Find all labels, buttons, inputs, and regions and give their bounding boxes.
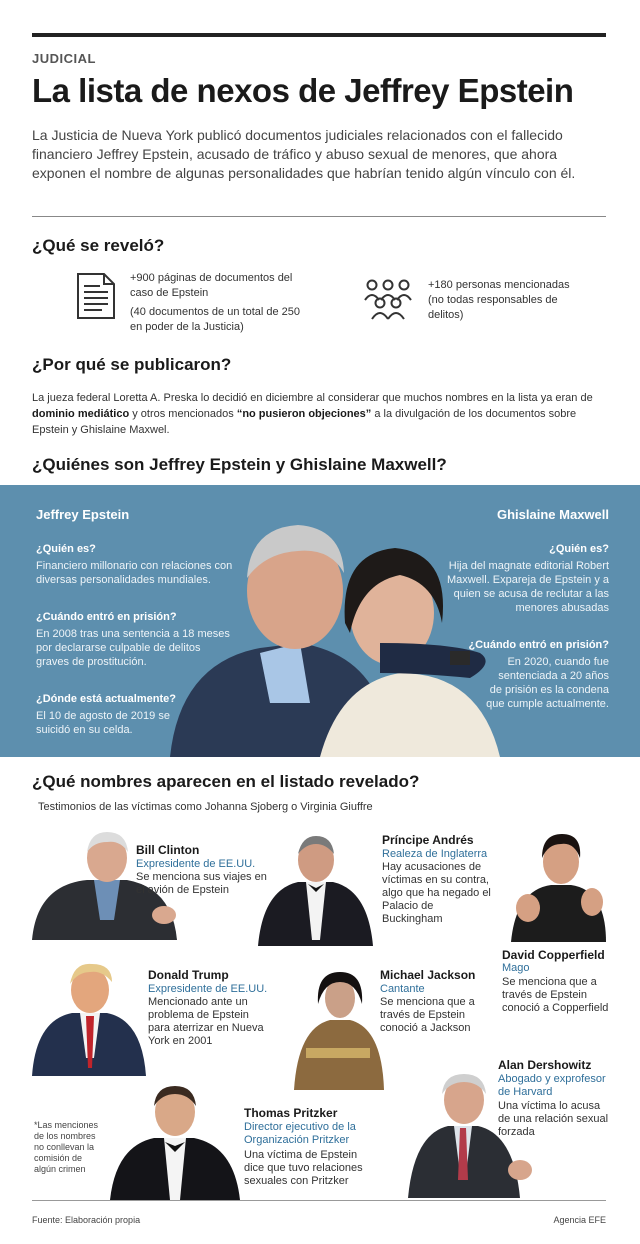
person-name-clinton: Bill Clinton [136,843,200,857]
copperfield-portrait [506,830,611,942]
why-heading: ¿Por qué se publicaron? [32,355,232,374]
person-name-pritzker: Thomas Pritzker [244,1106,338,1120]
person-name-copperfield: David Copperfield [502,948,605,962]
person-role-copperfield: Mago [502,962,530,974]
names-subtitle: Testimonios de las víctimas como Johanna Sjoberg o Virginia Giuffre [38,801,373,813]
who-heading: ¿Quiénes son Jeffrey Epstein y Ghislaine Maxwell? [32,455,447,474]
biography-band [0,485,640,757]
why-bold-b: “no pusieron objeciones” [236,408,372,420]
person-desc-clinton: Se menciona sus viajes en el avión de Epstein [136,871,267,896]
maxwell-name: Ghislaine Maxwell [497,507,609,522]
page-title: La lista de nexos de Jeffrey Epstein [32,72,574,109]
source-credit: Fuente: Elaboración propia [32,1215,141,1225]
maxwell-a1: Hija del magnate editorial Robert Maxwell. Expareja de Epstein y a quien se acusa de reclutar a las menores abusadas [446,560,609,614]
trump-portrait [32,958,146,1076]
person-role-clinton: Expresidente de EE.UU. [136,858,256,870]
person-name-dershowitz: Alan Dershowitz [498,1058,592,1072]
prince-andrew-portrait [258,830,373,946]
maxwell-q1: ¿Quién es? [549,543,609,555]
section-tag: JUDICIAL [32,51,96,66]
person-desc-dershowitz: Una víctima lo acusa de una relación sexual forzada [498,1100,609,1138]
person-desc-jackson: Se menciona que a través de Epstein conoció a Jackson [380,996,475,1034]
documents-count: +900 páginas de documentos del caso de Epstein [130,272,293,299]
person-desc-andrew: Hay acusaciones de víctimas en su contra, algo que ha negado el Palacio de Buckingham [382,861,491,925]
michael-jackson-portrait [286,968,390,1090]
divider [32,216,606,217]
bottom-divider [32,1200,606,1201]
epstein-q1: ¿Quién es? [36,543,96,555]
people-group-icon [362,278,414,322]
agency-credit: Agencia EFE [553,1215,606,1225]
epstein-q2: ¿Cuándo entró en prisión? [36,611,177,623]
epstein-a3: El 10 de agosto de 2019 se suicidó en su celda. [36,710,170,736]
maxwell-q2: ¿Cuándo entró en prisión? [468,639,609,651]
disclaimer-note: *Las menciones de los nombres no conllevan la comisión de algún crimen [34,1120,99,1174]
person-role-trump: Expresidente de EE.UU. [148,983,268,995]
document-icon [76,272,116,320]
person-name-andrew: Príncipe Andrés [382,833,474,847]
lead-paragraph: La Justicia de Nueva York publicó documentos judiciales relacionados con el fallecido financiero Jeffrey Epstein, acusado de tráfico y abuso sexual de menores, que ahora exponen el nombre de algunas personalidades que habrían tenido algún vínculo con él. [32,127,576,181]
why-text-b: y otros mencionados [129,408,237,420]
person-name-jackson: Michael Jackson [380,968,476,982]
person-role-andrew: Realeza de Inglaterra [382,848,488,860]
why-text-a: La jueza federal Loretta A. Preska lo decidió en diciembre al considerar que muchos nombres en la lista ya eran de [32,392,593,404]
maxwell-a2: En 2020, cuando fue sentenciada a 20 años de prisión es la condena que cumple actualmente. [486,656,609,710]
people-count: +180 personas mencionadas (no todas responsables de delitos) [428,279,570,321]
top-rule [32,33,606,37]
epstein-name: Jeffrey Epstein [36,507,130,522]
pritzker-portrait [110,1082,240,1200]
documents-detail: (40 documentos de un total de 250 en poder de la Justicia) [130,306,301,333]
person-desc-pritzker: Una víctima de Epstein dice que tuvo relaciones sexuales con Pritzker [244,1149,363,1187]
why-paragraph [32,390,612,438]
epstein-a1: Financiero millonario con relaciones con diversas personalidades mundiales. [36,560,233,586]
why-bold-a: dominio mediático [32,408,130,420]
person-name-trump: Donald Trump [148,968,229,982]
person-desc-copperfield: Se menciona que a través de Epstein conoció a Copperfield [502,976,609,1014]
revealed-heading: ¿Qué se reveló? [32,236,165,255]
epstein-a2: En 2008 tras una sentencia a 18 meses por declararse culpable de delitos graves de prostitución. [36,628,230,668]
names-heading: ¿Qué nombres aparecen en el listado revelado? [32,772,420,791]
epstein-q3: ¿Dónde está actualmente? [36,693,176,705]
person-role-pritzker: Director ejecutivo de la Organización Pritzker [244,1121,356,1146]
person-desc-trump: Mencionado ante un problema de Epstein para aterrizar en Nueva York en 2001 [148,996,264,1047]
why-text-c: a la divulgación de los documentos sobre Epstein y Ghislaine Maxwel. [32,408,577,436]
person-role-jackson: Cantante [380,983,425,995]
person-role-dershowitz: Abogado y exprofesor de Harvard [498,1073,606,1098]
